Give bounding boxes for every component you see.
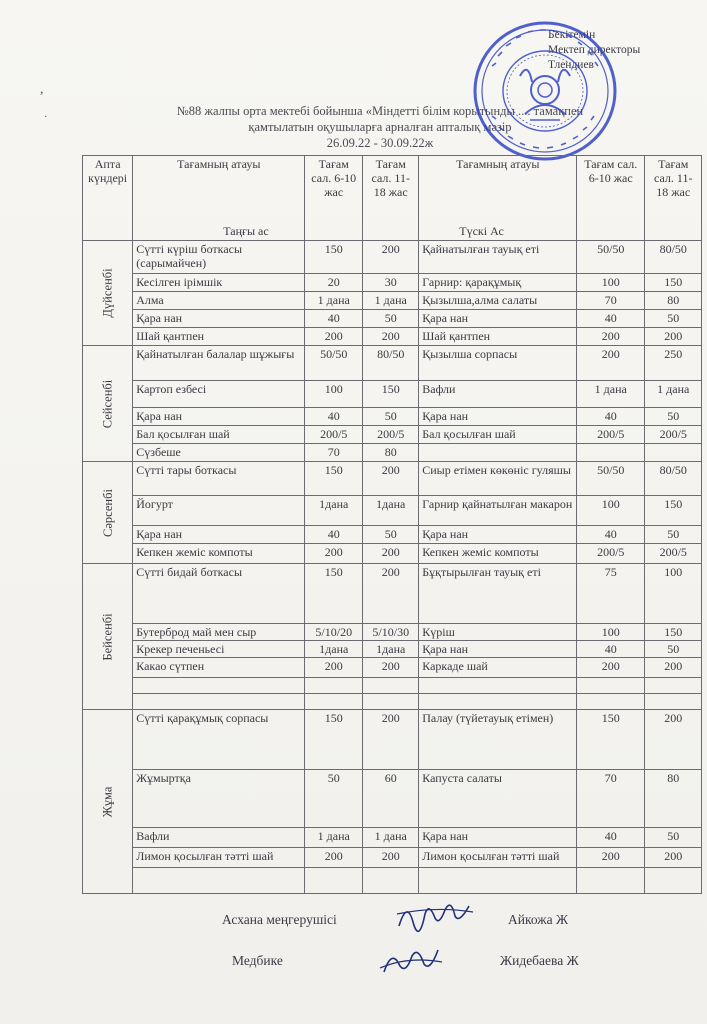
- menu-row: [83, 381, 702, 408]
- breakfast-portion-big: 1дана: [363, 641, 419, 658]
- empty-cell: [363, 868, 419, 894]
- menu-row: [83, 408, 702, 426]
- header-lunch: [419, 156, 577, 241]
- empty-cell: [577, 694, 645, 710]
- breakfast-portion-small: 150: [305, 564, 363, 624]
- day-cell: [83, 241, 133, 346]
- lunch-portion-small: 200: [577, 346, 645, 381]
- menu-row: [83, 710, 702, 770]
- breakfast-portion-small: 200: [305, 848, 363, 868]
- breakfast-portion-big: 1дана: [363, 496, 419, 526]
- breakfast-portion-big: 200: [363, 710, 419, 770]
- breakfast-portion-big: 200/5: [363, 426, 419, 444]
- lunch-dish: Қызылша,алма салаты: [419, 292, 577, 310]
- lunch-portion-small: 100: [577, 496, 645, 526]
- lunch-dish: Кепкен жеміс компоты: [419, 544, 577, 564]
- header-age-big: Тағам сал. 11-18 жас: [645, 156, 702, 241]
- empty-cell: [645, 694, 702, 710]
- lunch-portion-big: [645, 444, 702, 462]
- header-lunch-label: Түскі Ас: [459, 224, 504, 238]
- empty-cell: [419, 694, 577, 710]
- lunch-portion-small: 200: [577, 658, 645, 678]
- breakfast-portion-big: 200: [363, 462, 419, 496]
- breakfast-portion-small: 1 дана: [305, 828, 363, 848]
- breakfast-portion-small: 150: [305, 710, 363, 770]
- breakfast-portion-small: 40: [305, 408, 363, 426]
- day-label: Сәрсенбі: [100, 488, 115, 537]
- header-breakfast: [133, 156, 305, 241]
- lunch-portion-small: [577, 444, 645, 462]
- breakfast-portion-small: 20: [305, 274, 363, 292]
- lunch-portion-small: 40: [577, 310, 645, 328]
- menu-row: [83, 274, 702, 292]
- breakfast-dish: Сүзбеше: [133, 444, 305, 462]
- lunch-portion-small: 75: [577, 564, 645, 624]
- signature-nurse: [378, 938, 446, 980]
- day-label: Дүйсенбі: [100, 268, 115, 318]
- breakfast-dish: Кесілген ірімшік: [133, 274, 305, 292]
- lunch-dish: Каркаде шай: [419, 658, 577, 678]
- empty-cell: [305, 868, 363, 894]
- lunch-portion-big: 250: [645, 346, 702, 381]
- breakfast-portion-big: 200: [363, 241, 419, 274]
- lunch-portion-big: 150: [645, 496, 702, 526]
- lunch-dish: Вафли: [419, 381, 577, 408]
- header-age-small: Тағам сал. 6-10 жас: [577, 156, 645, 241]
- lunch-portion-big: 200/5: [645, 426, 702, 444]
- empty-cell: [419, 868, 577, 894]
- breakfast-portion-big: 200: [363, 848, 419, 868]
- breakfast-dish: Картоп езбесі: [133, 381, 305, 408]
- menu-row: [83, 641, 702, 658]
- breakfast-portion-small: 5/10/20: [305, 624, 363, 641]
- menu-row: [83, 544, 702, 564]
- lunch-dish: [419, 444, 577, 462]
- lunch-portion-big: 50: [645, 526, 702, 544]
- breakfast-portion-big: 5/10/30: [363, 624, 419, 641]
- lunch-portion-big: 150: [645, 274, 702, 292]
- header-breakfast-label: Таңғы ас: [223, 224, 269, 238]
- lunch-portion-big: 200: [645, 328, 702, 346]
- lunch-dish: Қара нан: [419, 526, 577, 544]
- header-dish-name: Тағамның атауы: [456, 157, 540, 171]
- day-label: Бейсенбі: [100, 612, 115, 661]
- lunch-dish: Күріш: [419, 624, 577, 641]
- approval-line: Бекітемін: [548, 29, 596, 41]
- lunch-dish: Бал қосылған шай: [419, 426, 577, 444]
- menu-table: [82, 155, 702, 894]
- lunch-portion-small: 100: [577, 274, 645, 292]
- empty-cell: [363, 678, 419, 694]
- lunch-dish: Гарнир қайнатылған макарон: [419, 496, 577, 526]
- menu-row: [83, 526, 702, 544]
- approval-line: Тлендиев: [548, 59, 594, 71]
- lunch-portion-big: 100: [645, 564, 702, 624]
- footer-name: Жидебаева Ж: [500, 953, 579, 968]
- empty-row: [83, 694, 702, 710]
- breakfast-portion-big: 50: [363, 310, 419, 328]
- breakfast-dish: Лимон қосылған тәтті шай: [133, 848, 305, 868]
- lunch-portion-big: 80/50: [645, 462, 702, 496]
- title-dates: 26.09.22 - 30.09.22ж: [326, 136, 434, 150]
- header-age-big: Тағам сал. 11-18 жас: [363, 156, 419, 241]
- empty-cell: [645, 868, 702, 894]
- breakfast-dish: Кепкен жеміс компоты: [133, 544, 305, 564]
- lunch-portion-big: 150: [645, 624, 702, 641]
- breakfast-dish: Алма: [133, 292, 305, 310]
- lunch-dish: Гарнир: қарақұмық: [419, 274, 577, 292]
- lunch-portion-small: 40: [577, 641, 645, 658]
- day-label: Жұма: [100, 786, 115, 817]
- lunch-portion-small: 150: [577, 710, 645, 770]
- breakfast-dish: Қайнатылған балалар шұжығы: [133, 346, 305, 381]
- breakfast-portion-big: 30: [363, 274, 419, 292]
- title-line: №88 жалпы орта мектебі бойынша «Міндетті білім корытынды .... тамақпен: [176, 104, 584, 118]
- empty-row: [83, 868, 702, 894]
- title-line: қамтылатын оқушыларға арналған апталық мәзір: [248, 120, 512, 134]
- lunch-dish: Қайнатылған тауық еті: [419, 241, 577, 274]
- breakfast-dish: Сүтті қарақұмық сорпасы: [133, 710, 305, 770]
- empty-cell: [419, 678, 577, 694]
- lunch-portion-big: 200: [645, 658, 702, 678]
- breakfast-portion-big: 200: [363, 658, 419, 678]
- breakfast-portion-small: 200: [305, 544, 363, 564]
- breakfast-dish: Жұмыртқа: [133, 770, 305, 828]
- breakfast-portion-big: 150: [363, 381, 419, 408]
- lunch-portion-small: 50/50: [577, 462, 645, 496]
- lunch-dish: Қара нан: [419, 310, 577, 328]
- empty-cell: [577, 868, 645, 894]
- day-label: Сейсенбі: [100, 379, 115, 428]
- lunch-portion-big: 80: [645, 770, 702, 828]
- menu-row: [83, 241, 702, 274]
- breakfast-dish: Вафли: [133, 828, 305, 848]
- breakfast-portion-big: 80/50: [363, 346, 419, 381]
- lunch-portion-big: 200/5: [645, 544, 702, 564]
- day-cell: [83, 710, 133, 894]
- breakfast-dish: Йогурт: [133, 496, 305, 526]
- breakfast-portion-small: 70: [305, 444, 363, 462]
- day-cell: [83, 564, 133, 710]
- header-day: Апта күндері: [83, 156, 133, 241]
- empty-cell: [133, 694, 305, 710]
- menu-row: [83, 310, 702, 328]
- lunch-portion-small: 100: [577, 624, 645, 641]
- lunch-portion-big: 80: [645, 292, 702, 310]
- breakfast-portion-small: 1дана: [305, 496, 363, 526]
- official-seal-stamp: [470, 16, 620, 166]
- lunch-dish: Шай қантпен: [419, 328, 577, 346]
- menu-row: [83, 496, 702, 526]
- empty-cell: [133, 678, 305, 694]
- breakfast-dish: Шай қантпен: [133, 328, 305, 346]
- menu-row: [83, 770, 702, 828]
- lunch-portion-small: 40: [577, 828, 645, 848]
- scan-mark: ·: [44, 112, 48, 123]
- breakfast-portion-small: 150: [305, 241, 363, 274]
- breakfast-portion-big: 50: [363, 526, 419, 544]
- breakfast-dish: Қара нан: [133, 526, 305, 544]
- breakfast-dish: Бутерброд май мен сыр: [133, 624, 305, 641]
- breakfast-portion-big: 1 дана: [363, 828, 419, 848]
- breakfast-portion-small: 100: [305, 381, 363, 408]
- table-header-row: [83, 156, 702, 241]
- breakfast-portion-small: 1 дана: [305, 292, 363, 310]
- scan-mark: ,: [40, 82, 44, 97]
- breakfast-portion-big: 1 дана: [363, 292, 419, 310]
- lunch-portion-small: 40: [577, 408, 645, 426]
- approval-line: Мектеп директоры: [548, 44, 641, 56]
- menu-row: [83, 346, 702, 381]
- lunch-portion-small: 200: [577, 848, 645, 868]
- lunch-portion-small: 70: [577, 292, 645, 310]
- lunch-portion-big: 50: [645, 310, 702, 328]
- breakfast-dish: Сүтті күріш боткасы (сарымайчен): [133, 241, 305, 274]
- lunch-portion-big: 1 дана: [645, 381, 702, 408]
- empty-cell: [305, 694, 363, 710]
- lunch-dish: Қара нан: [419, 408, 577, 426]
- empty-cell: [305, 678, 363, 694]
- breakfast-dish: Сүтті тары боткасы: [133, 462, 305, 496]
- menu-row: [83, 624, 702, 641]
- breakfast-portion-big: 60: [363, 770, 419, 828]
- breakfast-portion-big: 200: [363, 328, 419, 346]
- empty-cell: [363, 694, 419, 710]
- menu-row: [83, 328, 702, 346]
- signature-cook: [395, 892, 475, 934]
- lunch-dish: Палау (түйетауық етімен): [419, 710, 577, 770]
- lunch-portion-small: 200: [577, 328, 645, 346]
- lunch-dish: Сиыр етімен көкөніс гуляшы: [419, 462, 577, 496]
- lunch-portion-big: 50: [645, 641, 702, 658]
- menu-row: [83, 462, 702, 496]
- breakfast-dish: Сүтті бидай боткасы: [133, 564, 305, 624]
- breakfast-portion-small: 50/50: [305, 346, 363, 381]
- breakfast-portion-big: 80: [363, 444, 419, 462]
- empty-cell: [577, 678, 645, 694]
- breakfast-portion-big: 200: [363, 564, 419, 624]
- breakfast-dish: Қара нан: [133, 310, 305, 328]
- footer-role: Медбике: [232, 953, 283, 968]
- header-age-small: Тағам сал. 6-10 жас: [305, 156, 363, 241]
- empty-row: [83, 678, 702, 694]
- lunch-portion-small: 40: [577, 526, 645, 544]
- lunch-dish: Қара нан: [419, 828, 577, 848]
- breakfast-dish: Крекер печеньесі: [133, 641, 305, 658]
- lunch-portion-big: 200: [645, 710, 702, 770]
- breakfast-dish: Какао сүтпен: [133, 658, 305, 678]
- menu-row: [83, 848, 702, 868]
- empty-cell: [133, 868, 305, 894]
- lunch-dish: Қызылша сорпасы: [419, 346, 577, 381]
- breakfast-portion-small: 150: [305, 462, 363, 496]
- breakfast-portion-small: 200: [305, 328, 363, 346]
- lunch-portion-big: 50: [645, 408, 702, 426]
- header-dish-name: Тағамның атауы: [177, 157, 261, 171]
- breakfast-dish: Қара нан: [133, 408, 305, 426]
- footer-role: Асхана меңгерушісі: [222, 912, 337, 927]
- day-cell: [83, 462, 133, 564]
- menu-row: [83, 658, 702, 678]
- breakfast-dish: Бал қосылған шай: [133, 426, 305, 444]
- breakfast-portion-big: 50: [363, 408, 419, 426]
- day-cell: [83, 346, 133, 462]
- breakfast-portion-small: 50: [305, 770, 363, 828]
- breakfast-portion-small: 40: [305, 526, 363, 544]
- breakfast-portion-small: 1дана: [305, 641, 363, 658]
- lunch-dish: Капуста салаты: [419, 770, 577, 828]
- lunch-dish: Лимон қосылған тәтті шай: [419, 848, 577, 868]
- lunch-portion-small: 200/5: [577, 544, 645, 564]
- lunch-portion-big: 80/50: [645, 241, 702, 274]
- menu-row: [83, 444, 702, 462]
- breakfast-portion-small: 40: [305, 310, 363, 328]
- lunch-portion-small: 1 дана: [577, 381, 645, 408]
- lunch-dish: Бұқтырылған тауық еті: [419, 564, 577, 624]
- breakfast-portion-small: 200/5: [305, 426, 363, 444]
- footer-name: Айкожа Ж: [508, 912, 569, 927]
- empty-cell: [645, 678, 702, 694]
- lunch-dish: Қара нан: [419, 641, 577, 658]
- lunch-portion-big: 50: [645, 828, 702, 848]
- lunch-portion-small: 50/50: [577, 241, 645, 274]
- menu-row: [83, 426, 702, 444]
- lunch-portion-big: 200: [645, 848, 702, 868]
- menu-row: [83, 828, 702, 848]
- breakfast-portion-big: 200: [363, 544, 419, 564]
- menu-row: [83, 564, 702, 624]
- lunch-portion-small: 70: [577, 770, 645, 828]
- lunch-portion-small: 200/5: [577, 426, 645, 444]
- menu-row: [83, 292, 702, 310]
- breakfast-portion-small: 200: [305, 658, 363, 678]
